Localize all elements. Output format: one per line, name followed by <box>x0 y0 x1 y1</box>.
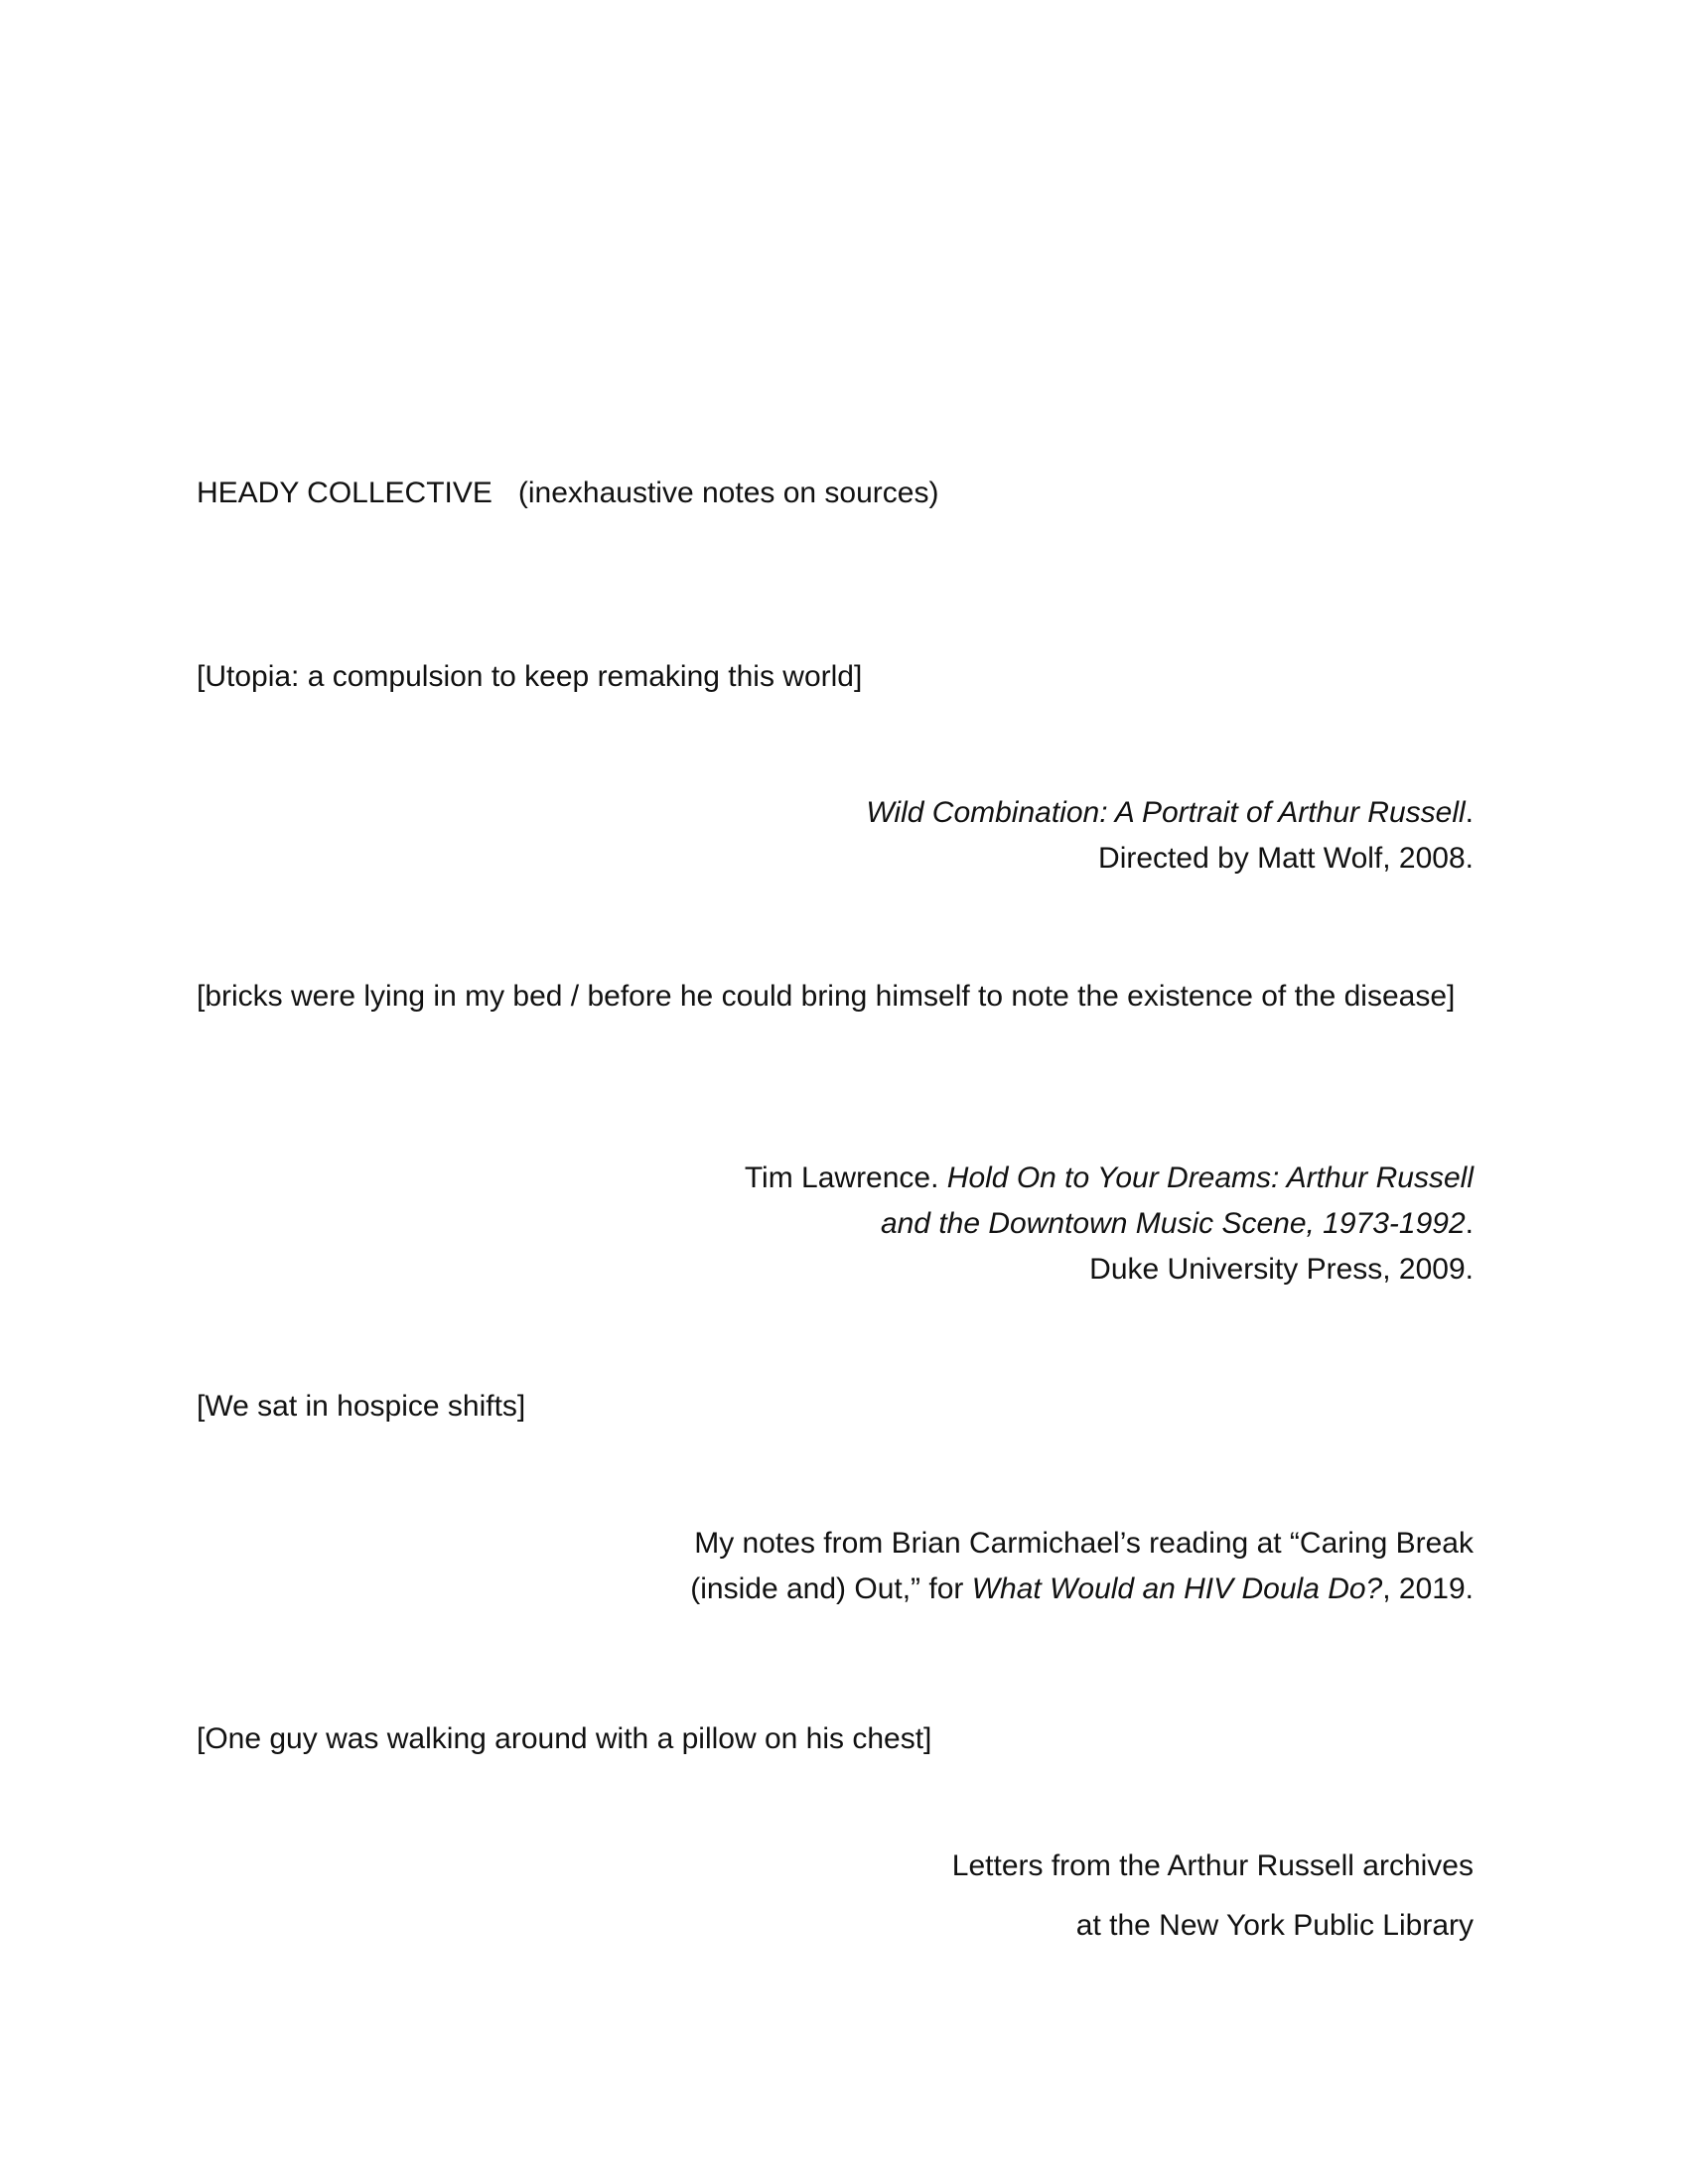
source-1 <box>197 790 1474 882</box>
title-subtitle: (inexhaustive notes on sources) <box>517 477 939 509</box>
source-4-line-2: at the New York Public Library <box>1075 1909 1474 1942</box>
source-2-title-part-2: and the Downtown Music Scene, 1973-1992 <box>880 1207 1466 1240</box>
source-3 <box>197 1521 1474 1612</box>
source-1-title: Wild Combination: A Portrait of Arthur Russell <box>866 796 1466 829</box>
quote-3: [We sat in hospice shifts] <box>197 1390 526 1423</box>
source-3-line-2: (inside and) Out,” for What Would an HIV Doula Do?, 2019. <box>690 1572 1474 1605</box>
source-3-line-1: My notes from Brian Carmichael’s reading at “Caring Break <box>694 1527 1474 1560</box>
quote-4: [One guy was walking around with a pillow on his chest] <box>197 1722 932 1755</box>
collective-name: HEADY COLLECTIVE <box>197 477 492 509</box>
source-2-line-1 <box>197 1156 1474 1201</box>
source-2-line-2: and the Downtown Music Scene, 1973-1992. <box>880 1207 1474 1240</box>
source-2 <box>197 1156 1474 1293</box>
source-2-title-part-1: Hold On to Your Dreams: Arthur Russell <box>946 1161 1474 1194</box>
source-2-author: Tim Lawrence. <box>744 1161 947 1194</box>
source-4-line-1: Letters from the Arthur Russell archives <box>951 1849 1474 1882</box>
quote-1: [Utopia: a compulsion to keep remaking this world] <box>197 660 863 693</box>
source-4 <box>197 1837 1474 1956</box>
source-1-line-1: Wild Combination: A Portrait of Arthur Russell. <box>866 796 1474 829</box>
source-2-line-3: Duke University Press, 2009. <box>1089 1253 1474 1286</box>
source-3-title: What Would an HIV Doula Do? <box>971 1572 1383 1605</box>
page-title <box>197 471 1474 516</box>
source-1-line-2: Directed by Matt Wolf, 2008. <box>1098 842 1474 875</box>
quote-2: [bricks were lying in my bed / before he could bring himself to note the existence of the disease] <box>197 980 1456 1013</box>
